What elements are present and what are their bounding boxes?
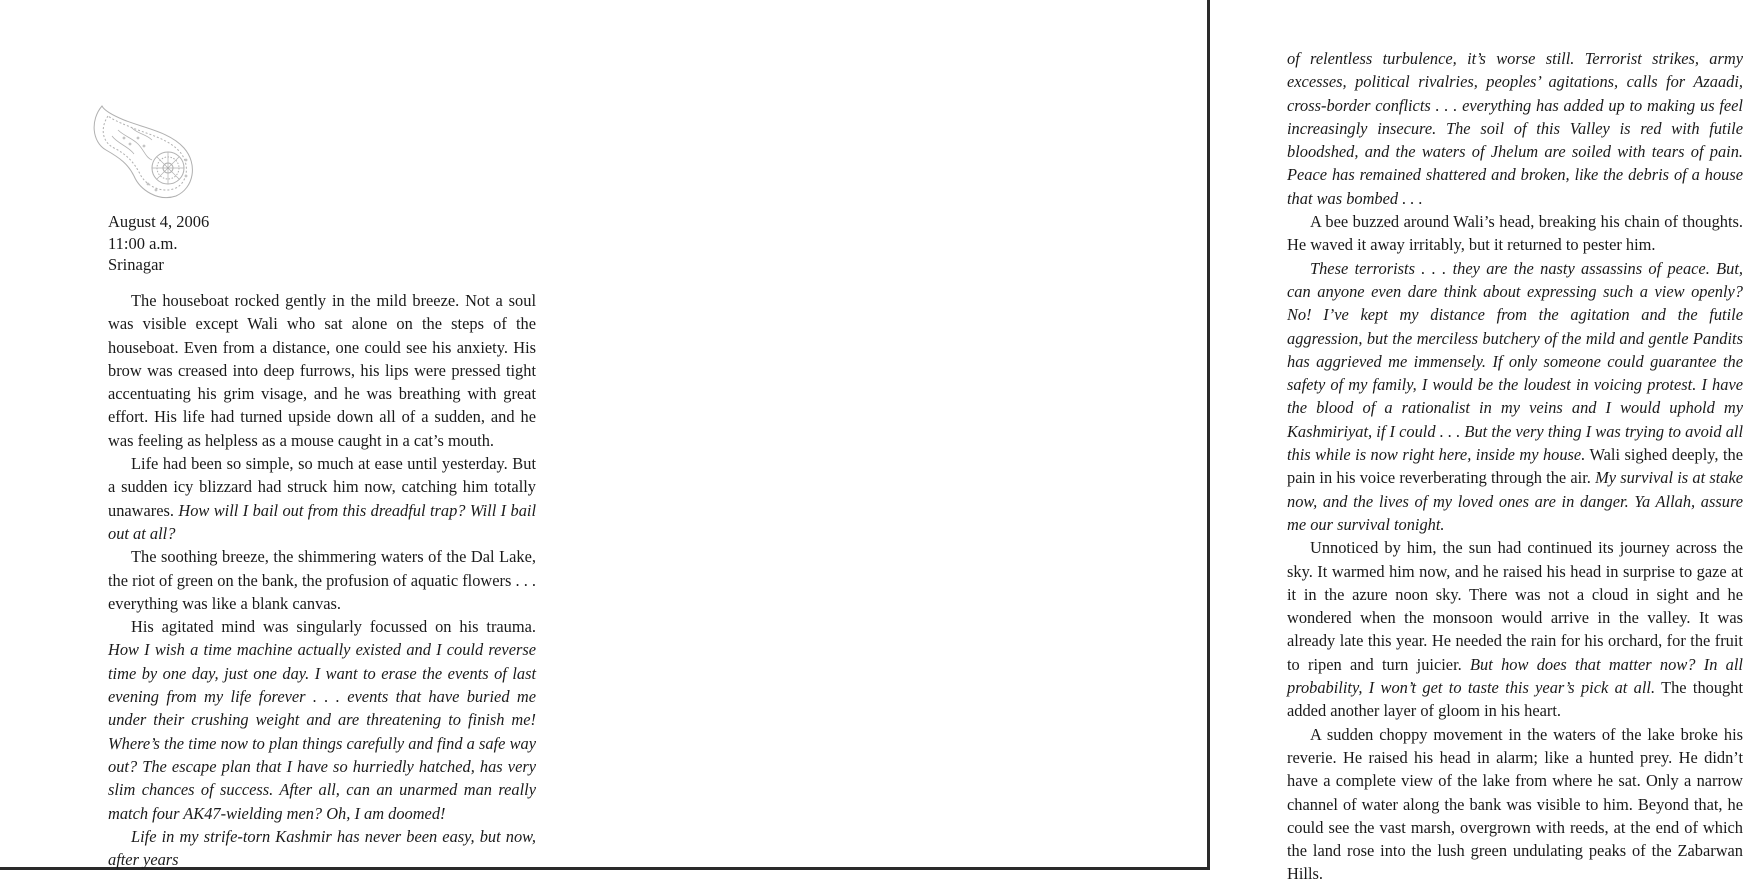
left-page <box>0 0 607 870</box>
paragraph-italic: These terrorists . . . they are the nasty assassins of peace. But, can anyone even dare think about expressing such a view openly? No! I’ve kept my distance from the agitation and the futile aggression, but the merciless butchery of the mild and gentle Pandits has aggrieved me immensely. If only someone could guarantee the safety of my family, I would be the loudest in voicing protest. I have the blood of a rationalist in my veins and I would uphold my Kashmiriyat, if I could . . . But the very thing I was trying to avoid all this while is now right here, inside my house. <box>1287 258 1743 465</box>
paragraph-italic: But how does that matter now? In all probability, I won’t get to taste this year’s pick at all. <box>1287 654 1743 698</box>
paragraph: The soothing breeze, the shimmering waters of the Dal Lake, the riot of green on the bank, the profusion of aquatic flowers . . . everything was like a blank canvas. <box>108 547 536 613</box>
paragraph: The houseboat rocked gently in the mild breeze. Not a soul was visible except Wali who sat alone on the steps of the houseboat. Even from a distance, one could see his anxiety. His brow was creased into deep furrows, his lips were pressed tight accentuating his grim visage, and he was breathing with great effort. His life had turned upside down all of a sudden, and he was feeling as helpless as a mouse caught in a cat’s mouth. <box>108 291 536 450</box>
paragraph-text: Life had been so simple, so much at ease until yesterday. But a sudden icy blizzard had struck him now, catching him totally unawares. <box>108 454 536 520</box>
paisley-icon <box>88 98 200 210</box>
paragraph <box>1287 536 1743 722</box>
paragraph: A bee buzzed around Wali’s head, breaking his chain of thoughts. He waved it away irritably, but it returned to pester him. <box>1287 212 1743 255</box>
dateline <box>108 211 209 276</box>
entry-date: August 4, 2006 <box>108 212 210 231</box>
paragraph-italic: How will I bail out from this dreadful trap? Will I bail out at all? <box>108 500 537 543</box>
right-page <box>607 0 1743 884</box>
left-page-text <box>108 289 536 871</box>
paragraph <box>108 452 536 545</box>
paragraph-italic: My survival is at stake now, and the lives of my loved ones are in danger. Ya Allah, assure me our survival tonight. <box>1287 468 1743 534</box>
paragraph: A sudden choppy movement in the waters of the lake broke his reverie. He raised his head in alarm; like a hunted prey. He didn’t have a complete view of the lake from where he sat. Only a narrow channel of water along the bank was visible to him. Beyond that, he could see the vast marsh, overgrown with reeds, at the end of which the land rose into the lush green undulating peaks of the Zabarwan Hills. <box>1287 724 1743 884</box>
paragraph: of relentless turbulence, it’s worse still. Terrorist strikes, army excesses, political rivalries, peoples’ agitations, calls for Azaadi, cross-border conflicts . . . everything has added up to making us feel increasingly insecure. The soil of this Valley is red with futile bloodshed, and the waters of Jhelum are soiled with tears of pain. Peace has remained shattered and broken, like the debris of a house that was bombed . . . <box>1287 49 1743 208</box>
paragraph-text: Unnoticed by him, the sun had continued its journey across the sky. It warmed him now, and he raised his head in surprise to gaze at it in the azure noon sky. There was not a cloud in sight and he wondered when the monsoon would arrive in the valley. It was already late this year. He needed the rain for his orchard, for the fruit to ripen and turn juicier. <box>1287 538 1743 674</box>
entry-time: 11:00 a.m. <box>108 233 178 253</box>
paragraph-text: The thought added another layer of gloom in his heart. <box>1287 678 1743 721</box>
paragraph: Life in my strife-torn Kashmir has never been easy, but now, after years <box>108 826 536 870</box>
paragraph-text: His agitated mind was singularly focussed on his trauma. <box>131 617 536 637</box>
paragraph <box>1287 257 1743 537</box>
paragraph-italic: How I wish a time machine actually existed and I could reverse time by one day, just one day. I want to erase the events of last evening from my life forever . . . events that have buried me under their crushing weight and are threatening to finish me! Where’s the time now to plan things carefully and find a safe way out? The escape plan that I have so hurriedly hatched, has very slim chances of success. After all, can an unarmed man really match four AK47-wielding men? Oh, I am doomed! <box>108 640 536 823</box>
right-page-text <box>1287 47 1743 886</box>
paragraph <box>108 615 536 825</box>
entry-place: Srinagar <box>108 255 164 274</box>
paragraph-text: Wali sighed deeply, the pain in his voice reverberating through the air. <box>1287 445 1743 488</box>
